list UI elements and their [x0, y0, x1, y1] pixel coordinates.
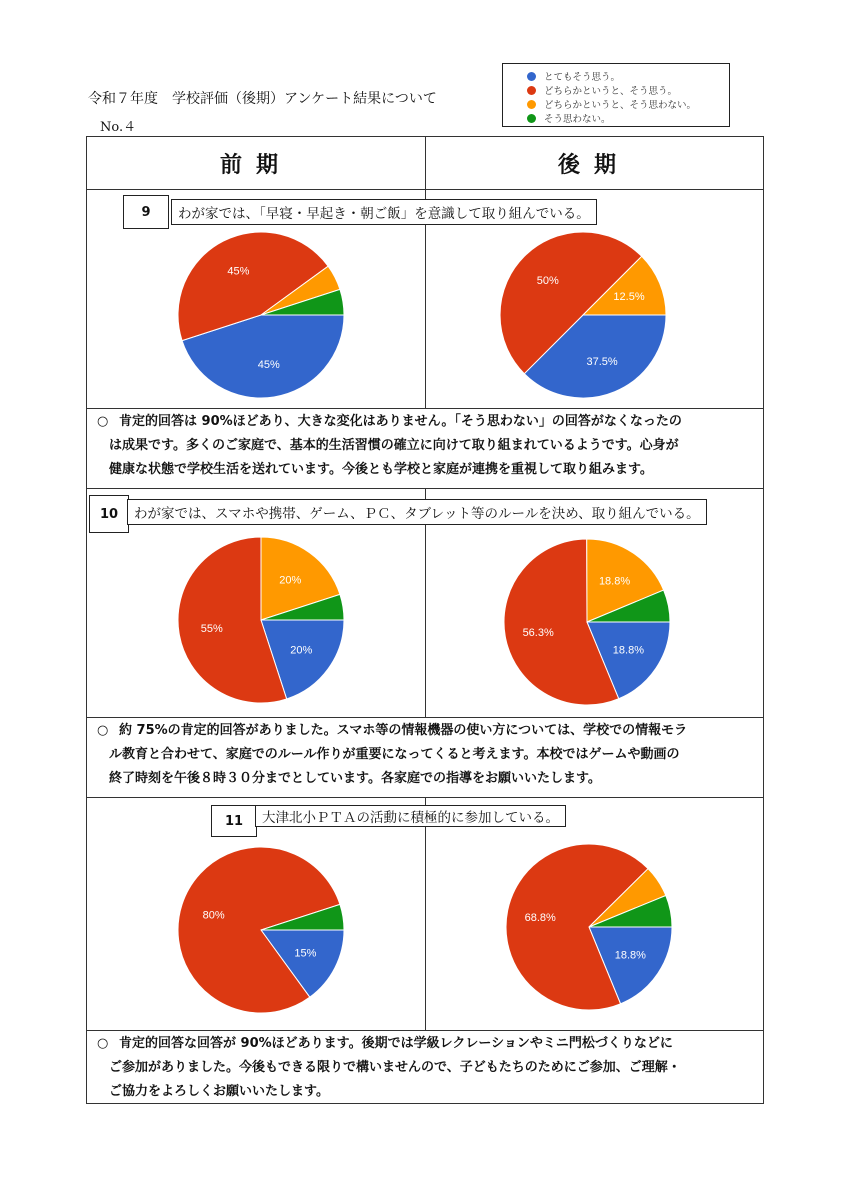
- legend-dot-icon: [527, 72, 536, 81]
- column-divider: [425, 797, 426, 1030]
- pie-data-label: 80%: [202, 909, 225, 922]
- comment-line: 約 75%の肯定的回答がありました。スマホ等の情報機器の使い方については、学校での情報モラ: [119, 723, 688, 738]
- comment-mark: ○: [97, 414, 109, 429]
- chart-legend: [502, 63, 730, 127]
- results-table: [86, 136, 764, 1104]
- pie-chart-q11-first: [175, 844, 347, 1016]
- comment-q10: [97, 719, 757, 791]
- comment-line: 肯定的回答な回答が 90%ほどあります。後期では学級レクレーションやミニ門松づくりなどに: [119, 1036, 673, 1051]
- legend-item-strongly-agree: [527, 69, 729, 83]
- question-number: 9: [123, 195, 169, 229]
- legend-label: どちらかというと、そう思わない。: [544, 100, 697, 111]
- comment-q9: [97, 410, 757, 482]
- pie-chart-q11-second: [503, 841, 675, 1013]
- divider: [87, 408, 763, 409]
- pie-chart-q9-first: [175, 229, 347, 401]
- question-text: 大津北小ＰＴＡの活動に積極的に参加している。: [255, 805, 566, 827]
- pie-data-label: 56.3%: [522, 626, 554, 639]
- document-title: 令和７年度 学校評価（後期）アンケート結果について: [88, 91, 437, 107]
- legend-item-disagree: [527, 97, 729, 111]
- pie-data-label: 20%: [279, 574, 302, 587]
- pie-data-label: 18.8%: [598, 575, 631, 588]
- question-number: 11: [211, 805, 257, 837]
- legend-label: そう思わない。: [544, 114, 611, 125]
- comment-line: ご協力をよろしくお願いいたします。: [109, 1084, 329, 1099]
- divider: [87, 1030, 763, 1031]
- pie-data-label: 50%: [536, 274, 559, 287]
- pie-data-label: 18.8%: [614, 949, 646, 962]
- comment-line: 終了時刻を午後８時３０分までとしています。各家庭での指導をお願いいたします。: [109, 771, 601, 786]
- comment-line: 肯定的回答は 90%ほどあり、大きな変化はありません。「そう思わない」の回答がなくなったの: [119, 414, 682, 429]
- comment-line: は成果です。多くのご家庭で、基本的生活習慣の確立に向けて取り組まれているようです。心身が: [109, 438, 679, 453]
- pie-data-label: 18.8%: [612, 644, 644, 657]
- pie-data-label: 45%: [257, 359, 280, 372]
- column-header-second-half: 後期: [557, 151, 630, 178]
- pie-data-label: 68.8%: [524, 912, 556, 925]
- legend-item-strongly-disagree: [527, 111, 729, 125]
- legend-dot-icon: [527, 86, 536, 95]
- comment-q11: [97, 1032, 757, 1104]
- comment-line: ご参加がありました。今後もできる限りで構いませんので、子どもたちのためにご参加、ご理解・: [109, 1060, 681, 1075]
- question-text: わが家では、「早寝・早起き・朝ご飯」を意識して取り組んでいる。: [171, 199, 597, 225]
- comment-mark: ○: [97, 723, 109, 738]
- question-text: わが家では、スマホや携帯、ゲーム、ＰＣ、タブレット等のルールを決め、取り組んでいる。: [127, 499, 707, 525]
- legend-label: どちらかというと、そう思う。: [544, 86, 678, 97]
- pie-data-label: 12.5%: [613, 290, 645, 303]
- legend-dot-icon: [527, 100, 536, 109]
- document-number: No.４: [100, 120, 137, 135]
- legend-label: とてもそう思う。: [544, 72, 621, 83]
- pie-data-label: 45%: [227, 265, 250, 278]
- pie-data-label: 55%: [200, 622, 223, 635]
- comment-line: 健康な状態で学校生活を送れています。今後とも学校と家庭が連携を重視して取り組みます。: [109, 462, 653, 477]
- pie-data-label: 15%: [294, 947, 317, 960]
- divider: [87, 717, 763, 718]
- legend-item-agree: [527, 83, 729, 97]
- comment-line: ル教育と合わせて、家庭でのルール作りが重要になってくると考えます。本校ではゲームや動画の: [109, 747, 680, 762]
- pie-data-label: 20%: [290, 644, 313, 657]
- pie-data-label: 37.5%: [586, 356, 618, 369]
- legend-dot-icon: [527, 114, 536, 123]
- comment-mark: ○: [97, 1036, 109, 1051]
- question-number: 10: [89, 495, 129, 533]
- pie-chart-q9-second: [497, 229, 669, 401]
- column-divider: [425, 137, 426, 408]
- pie-chart-q10-second: [501, 536, 673, 708]
- column-header-first-half: 前期: [219, 151, 292, 178]
- pie-chart-q10-first: [175, 534, 347, 706]
